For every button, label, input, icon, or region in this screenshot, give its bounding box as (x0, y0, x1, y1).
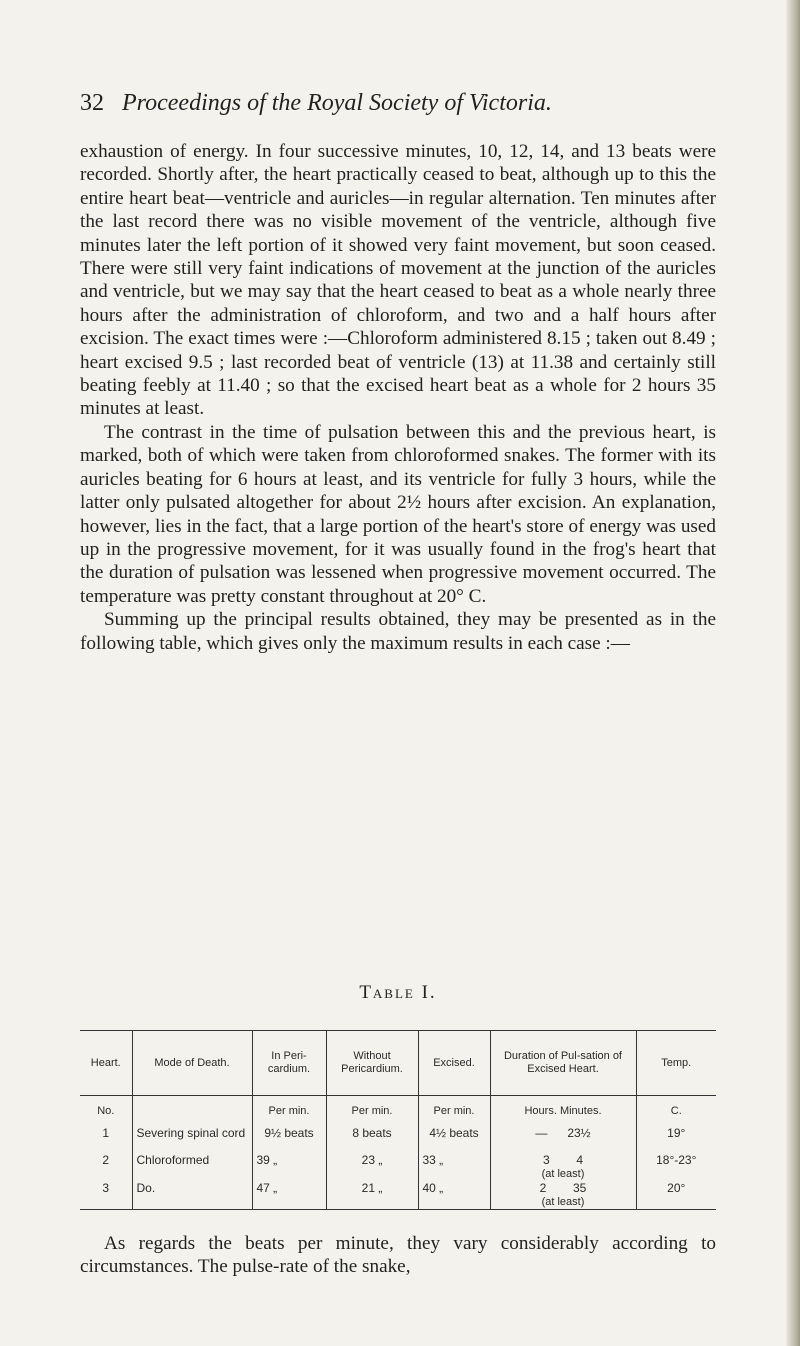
header-without-pericardium: Without Pericardium. (326, 1031, 418, 1096)
cell-temp: 18°-23° (636, 1153, 716, 1181)
unit-pericardium: Per min. (252, 1096, 326, 1127)
cell-heart: 3 (80, 1181, 132, 1210)
cell-mode: Chloroformed (132, 1153, 252, 1181)
cell-duration (490, 1126, 636, 1153)
cell-duration-note: (at least) (541, 1196, 585, 1208)
header-pericardium: In Peri-cardium. (252, 1031, 326, 1096)
table-title: Table I. (359, 982, 437, 1003)
cell-without: 23 „ (326, 1153, 418, 1181)
unit-duration: Hours. Minutes. (490, 1096, 636, 1127)
cell-duration (490, 1181, 636, 1210)
cell-temp: 20° (636, 1181, 716, 1210)
cell-hours: — (535, 1126, 548, 1140)
unit-without: Per min. (326, 1096, 418, 1127)
closing-text (80, 1232, 716, 1279)
cell-hours: 2 (539, 1181, 547, 1195)
header-mode: Mode of Death. (132, 1031, 252, 1096)
cell-minutes: 35 (573, 1181, 587, 1195)
units-row (80, 1096, 716, 1127)
table-header-row (80, 1031, 716, 1096)
cell-mode: Do. (132, 1181, 252, 1210)
body-text (80, 140, 716, 655)
cell-duration-note: (at least) (541, 1168, 585, 1180)
cell-heart: 1 (102, 1126, 110, 1140)
running-header (80, 88, 720, 118)
cell-temp: 19° (636, 1126, 716, 1153)
cell-excised: 40 „ (418, 1181, 490, 1210)
page-number: 32 (80, 90, 104, 116)
paragraph-2: The contrast in the time of pulsation between this and the previous heart, is marked, both of which were taken from chloroformed snakes. The former with its auricles beating for 6 hours at least, and its ventricle for fully 3 hours, while the latter only pulsated altogether for about 2½ hours after excision. An explanation, however, lies in the fact, that a large portion of the heart's store of energy was used up in the progressive movement, for it was usually found in the frog's heart that the duration of pulsation was lessened when progressive movement occurred. The temperature was pretty constant throughout at 20° C. (80, 421, 716, 607)
cell-mode: Severing spinal cord (132, 1126, 252, 1153)
table-row (80, 1181, 716, 1210)
page-edge-shadow (786, 0, 800, 1346)
cell-pericardium: 9½ beats (252, 1126, 326, 1153)
cell-pericardium: 47 „ (252, 1181, 326, 1210)
cell-pericardium: 39 „ (252, 1153, 326, 1181)
table-row (80, 1126, 716, 1153)
header-heart: Heart. (80, 1031, 132, 1096)
cell-without: 8 beats (326, 1126, 418, 1153)
cell-excised: 4½ beats (418, 1126, 490, 1153)
unit-mode (132, 1096, 252, 1127)
table-row (80, 1153, 716, 1181)
paragraph-3: Summing up the principal results obtained, they may be presented as in the following table, which gives only the maximum results in each case :— (80, 609, 716, 654)
cell-excised: 33 „ (418, 1153, 490, 1181)
header-duration: Duration of Pul-sation of Excised Heart. (490, 1031, 636, 1096)
cell-heart: 2 (102, 1153, 110, 1167)
closing-paragraph: As regards the beats per minute, they vary considerably according to circumstances. The pulse-rate of the snake, (80, 1233, 716, 1278)
header-excised: Excised. (418, 1031, 490, 1096)
cell-minutes: 4 (576, 1153, 584, 1167)
unit-excised: Per min. (418, 1096, 490, 1127)
unit-heart: No. (97, 1105, 115, 1117)
running-title: Proceedings of the Royal Society of Victoria. (122, 90, 552, 116)
paragraph-1: exhaustion of energy. In four successive minutes, 10, 12, 14, and 13 beats were recorded. Shortly after, the heart practically ceased to beat, although up to this the entire heart beat—ventricle and auricles—in regular alternation. Ten minutes after the last record there was no visible movement of the ventricle, although five minutes later the left portion of it showed very faint movement, but soon ceased. There were still very faint indications of movement at the junction of the auricles and ventricle, but we may say that the heart ceased to beat as a whole nearly three hours after the administration of chloroform, and two and a half hours after excision. The exact times were :—Chloroform administered 8.15 ; taken out 8.49 ; heart excised 9.5 ; last recorded beat of ventricle (13) at 11.38 and certainly still beating feebly at 11.40 ; so that the excised heart beat as a whole for 2 hours 35 minutes at least. (80, 141, 716, 420)
cell-without: 21 „ (326, 1181, 418, 1210)
cell-minutes: 23½ (567, 1126, 591, 1140)
header-temp: Temp. (636, 1031, 716, 1096)
unit-temp: C. (636, 1096, 716, 1127)
results-table (80, 1030, 716, 1210)
cell-hours: 3 (542, 1153, 550, 1167)
cell-duration (490, 1153, 636, 1181)
